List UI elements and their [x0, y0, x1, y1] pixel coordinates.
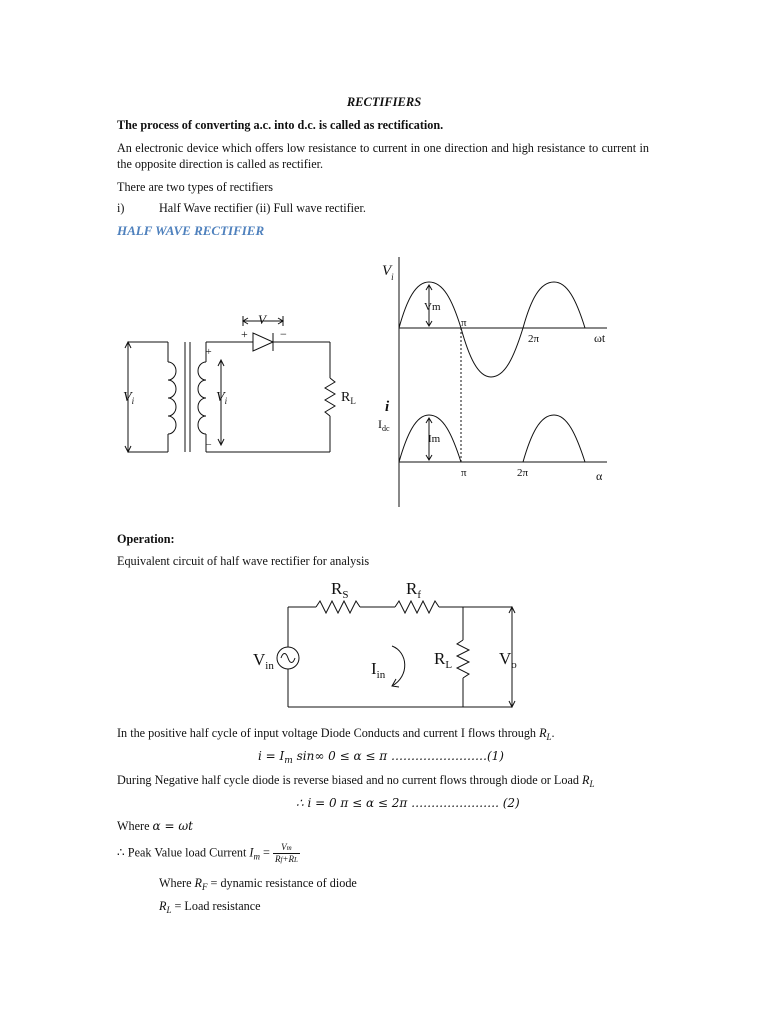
rf-resistor [395, 601, 439, 613]
peak-current-fraction: $\frac{Vm}{Rf+RL}$ [274, 842, 298, 864]
iin-curved-arrow [392, 646, 405, 686]
diode-minus-sign: − [280, 327, 287, 341]
rl-label-equivalent: $R_L$ [434, 649, 453, 671]
i-axis-label: i [385, 399, 390, 415]
rectifier-definition: An electronic device which offers low resistance to current in one direction and high resistance to current in the opposite direction is called as rectifier. [117, 141, 649, 171]
peak-current-formula: ∴ Peak Value load Current $I_m$ = $\frac{Vm}{Rf+RL}$ [117, 842, 298, 864]
two-pi-label-bottom: 2π [517, 467, 529, 479]
rectification-definition: The process of converting a.c. into d.c. is called as rectification. [117, 118, 444, 132]
pi-label-top: π [461, 317, 467, 329]
omega-t-label: ωt [594, 331, 606, 345]
types-list-marker: i) [117, 201, 125, 215]
load-resistor [325, 378, 335, 416]
vi-right-label: $V_i$ [216, 390, 228, 406]
equivalent-circuit-diagram [250, 570, 530, 710]
pi-label-bottom: π [461, 467, 467, 479]
page-title: RECTIFIERS [346, 95, 422, 109]
alpha-label: α [596, 469, 603, 483]
rs-label: $R_S$ [331, 579, 349, 601]
secondary-coil [198, 362, 206, 434]
vi-sine-wave [399, 282, 585, 377]
idc-label: $I_{dc}$ [378, 417, 390, 433]
half-wave-waveforms [372, 255, 622, 510]
two-pi-label-top: 2π [528, 333, 540, 345]
operation-heading: Operation: [117, 532, 175, 546]
positive-cycle-text: In the positive half cycle of input voltage Diode Conducts and current I flows through $R_L$. [117, 726, 555, 742]
equation-2: ∴ i = 0 π ≤ α ≤ 2π …………………. (2) [296, 796, 520, 810]
half-wave-circuit-diagram [110, 300, 356, 470]
secondary-minus-sign: − [206, 440, 212, 451]
rl-definition: $R_L$ = Load resistance [159, 899, 261, 915]
ac-symbol [281, 654, 295, 663]
im-label: Im [428, 433, 441, 445]
rl-label: $R_L$ [341, 390, 356, 406]
rs-resistor [316, 601, 360, 613]
negative-cycle-text: During Negative half cycle diode is reverse biased and no current flows through diode or Load $R_L$ [117, 773, 595, 789]
primary-coil [168, 362, 176, 434]
current-pulse-2 [523, 415, 585, 462]
diode-triangle [253, 333, 273, 351]
types-intro: There are two types of rectifiers [117, 180, 273, 194]
rl-resistor-equivalent [457, 640, 469, 678]
vo-label: $V_o$ [499, 649, 517, 671]
equation-1: $i = I_m$ sin∞ 0 ≤ α ≤ π ……………………(1) [258, 749, 504, 766]
where-rf-definition: Where $R_F$ = dynamic resistance of diode [159, 876, 357, 892]
half-wave-heading: HALF WAVE RECTIFIER [117, 223, 265, 238]
vm-label: Vm [424, 301, 441, 313]
vi-left-label: $V_i$ [123, 390, 135, 406]
secondary-plus-sign: + [206, 347, 212, 358]
where-alpha: Where α = ωt [117, 819, 193, 833]
types-list-text: Half Wave rectifier (ii) Full wave rectifier. [159, 201, 366, 215]
iin-label: $I_{in}$ [371, 659, 386, 681]
diode-plus-sign: + [241, 327, 248, 341]
equivalent-circuit-text: Equivalent circuit of half wave rectifier for analysis [117, 554, 370, 568]
vin-label: $V_{in}$ [253, 650, 274, 672]
v-label: V [258, 312, 266, 327]
rf-label: $R_f$ [406, 579, 422, 601]
vi-axis-label: $V_i$ [382, 263, 394, 282]
